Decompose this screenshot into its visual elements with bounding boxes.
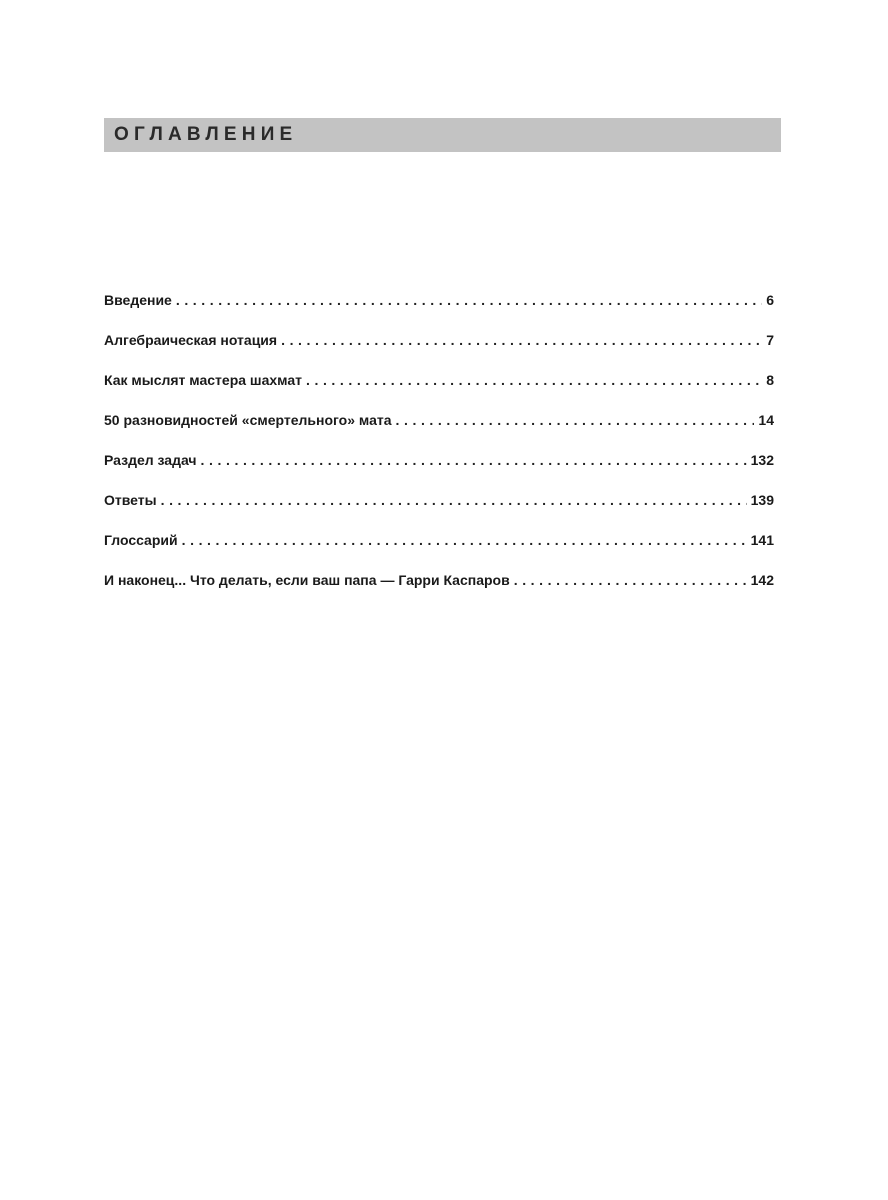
heading-bar	[104, 118, 781, 152]
toc-entry[interactable]	[104, 332, 774, 372]
toc-entry[interactable]	[104, 532, 774, 572]
toc-entry-page: 141	[750, 532, 774, 548]
toc-entry-page: 8	[766, 372, 774, 388]
toc-entry-title: Алгебраическая нотация	[104, 332, 278, 348]
dot-leader	[161, 492, 747, 508]
toc-entry-title: Как мыслят мастера шахмат	[104, 372, 302, 388]
toc-entry-title: Ответы	[104, 492, 157, 508]
dot-leader	[514, 572, 747, 588]
dot-leader	[182, 532, 747, 548]
dot-leader	[306, 372, 762, 388]
page-title: ОГЛАВЛЕНИЕ	[114, 124, 298, 145]
toc-entry-title: Введение	[104, 292, 172, 308]
toc-entry-title: И наконец... Что делать, если ваш папа — Гарри Каспаров	[104, 572, 510, 588]
dot-leader	[176, 292, 762, 308]
dot-leader	[201, 452, 747, 468]
toc-entry-page: 139	[750, 492, 774, 508]
toc-entry[interactable]	[104, 372, 774, 412]
toc-entry-title: Раздел задач	[104, 452, 197, 468]
toc-entry[interactable]	[104, 492, 774, 532]
toc-entry[interactable]	[104, 292, 774, 332]
toc-entry-page: 14	[758, 412, 774, 428]
table-of-contents	[104, 292, 774, 612]
dot-leader	[281, 332, 762, 348]
toc-entry[interactable]	[104, 412, 774, 452]
toc-entry-page: 132	[750, 452, 774, 468]
toc-entry-title: 50 разновидностей «смертельного» мата	[104, 412, 392, 428]
toc-entry[interactable]	[104, 572, 774, 612]
toc-entry-page: 142	[750, 572, 774, 588]
toc-entry[interactable]	[104, 452, 774, 492]
dot-leader	[396, 412, 755, 428]
toc-entry-title: Глоссарий	[104, 532, 178, 548]
toc-entry-page: 7	[766, 332, 774, 348]
toc-entry-page: 6	[766, 292, 774, 308]
